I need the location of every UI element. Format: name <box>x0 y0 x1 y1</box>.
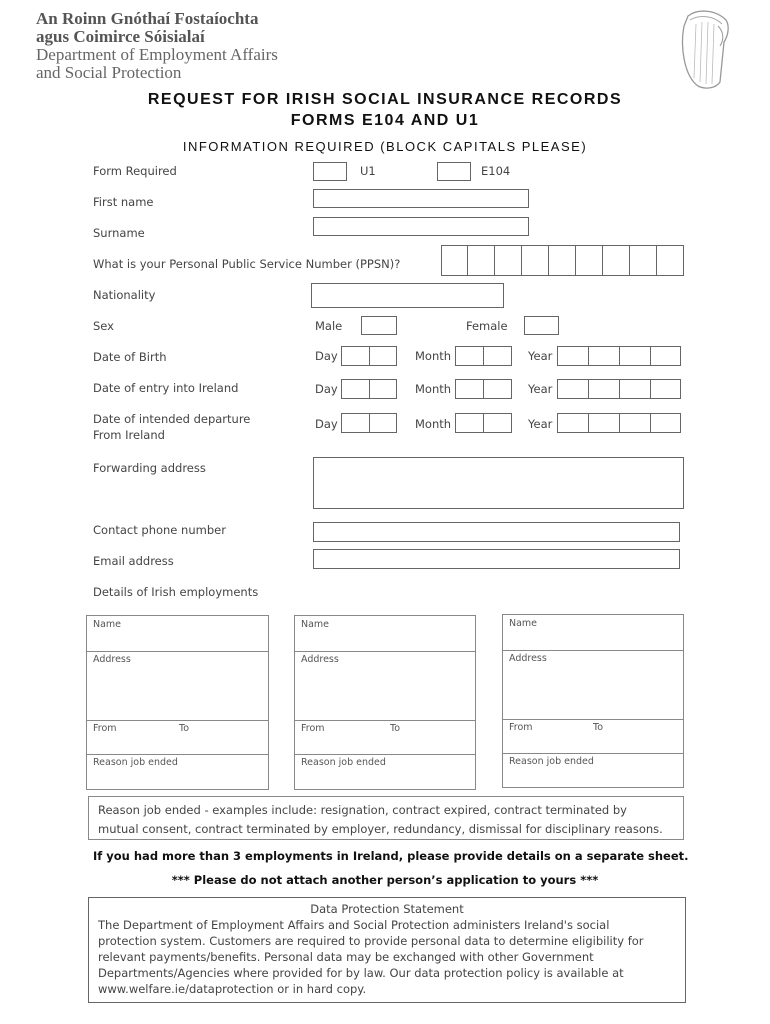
employment-to-label: To <box>390 723 401 734</box>
entry-year-input[interactable] <box>557 379 681 399</box>
forwarding-address-input[interactable] <box>313 457 684 509</box>
employment-address-label: Address <box>93 654 131 665</box>
departure-year-cell[interactable] <box>650 413 681 433</box>
departure-day-cell[interactable] <box>369 413 397 433</box>
header-irish-line2: agus Coimirce Sóisialaí <box>36 27 205 46</box>
entry-day-label: Day <box>315 382 338 396</box>
form-subtitle: INFORMATION REQUIRED (BLOCK CAPITALS PLEASE) <box>182 139 588 154</box>
nationality-label: Nationality <box>93 288 156 302</box>
employment-reason-label: Reason job ended <box>509 756 594 767</box>
departure-year-cell[interactable] <box>557 413 589 433</box>
header-english-line1: Department of Employment Affairs <box>36 45 278 64</box>
departure-day-input[interactable] <box>341 413 397 433</box>
data-protection-line2: protection system. Customers are required to provide personal data to determine eligibility for <box>98 934 644 948</box>
employment-name-label: Name <box>301 619 330 630</box>
surname-input[interactable] <box>313 217 529 236</box>
entry-month-cell[interactable] <box>483 379 512 399</box>
phone-input[interactable] <box>313 522 680 542</box>
data-protection-line4: Departments/Agencies where provided for by law. Our data protection policy is available at <box>98 966 624 980</box>
departure-month-cell[interactable] <box>455 413 484 433</box>
header-english-line2: and Social Protection <box>36 63 182 82</box>
data-protection-line3: relevant payments/benefits. Personal data may be exchanged with other Government <box>98 950 594 964</box>
employment-from-label: From <box>93 723 117 734</box>
phone-label: Contact phone number <box>93 523 226 537</box>
harp-logo-icon <box>676 6 734 92</box>
email-label: Email address <box>93 554 174 568</box>
departure-year-cell[interactable] <box>588 413 620 433</box>
male-checkbox[interactable] <box>361 316 397 335</box>
dob-year-cell[interactable] <box>619 346 651 366</box>
dob-year-cell[interactable] <box>557 346 589 366</box>
data-protection-line1: The Department of Employment Affairs and Social Protection administers Ireland's social <box>98 918 610 932</box>
departure-year-cell[interactable] <box>619 413 651 433</box>
reason-examples-line1: Reason job ended - examples include: resignation, contract expired, contract terminated by <box>98 803 627 817</box>
employments-label: Details of Irish employments <box>93 585 259 599</box>
dob-month-cell[interactable] <box>483 346 512 366</box>
entry-year-label: Year <box>528 382 553 396</box>
dob-month-input[interactable] <box>455 346 512 366</box>
departure-year-label: Year <box>528 417 553 431</box>
dob-day-input[interactable] <box>341 346 397 366</box>
ppsn-cell[interactable] <box>656 245 684 276</box>
entry-year-cell[interactable] <box>619 379 651 399</box>
employment-address-label: Address <box>301 654 339 665</box>
reason-examples-line2: mutual consent, contract terminated by employer, redundancy, dismissal for disciplinary reasons. <box>98 822 663 836</box>
dob-day-cell[interactable] <box>341 346 370 366</box>
entry-day-input[interactable] <box>341 379 397 399</box>
departure-month-label: Month <box>415 417 452 431</box>
data-protection-box <box>88 897 686 1003</box>
ppsn-cell[interactable] <box>521 245 549 276</box>
employment-to-label: To <box>593 722 604 733</box>
entry-year-cell[interactable] <box>650 379 681 399</box>
forwarding-address-label: Forwarding address <box>93 461 206 475</box>
employment-from-label: From <box>509 722 533 733</box>
more-employments-note: If you had more than 3 employments in Ireland, please provide details on a separate sheet. <box>93 849 689 863</box>
employment-name-label: Name <box>93 619 122 630</box>
female-label: Female <box>466 319 508 333</box>
departure-day-cell[interactable] <box>341 413 370 433</box>
departure-date-label: Date of intended departure <box>93 412 251 426</box>
header-irish-line1: An Roinn Gnóthaí Fostaíochta <box>36 9 259 28</box>
surname-label: Surname <box>93 226 145 240</box>
dob-year-cell[interactable] <box>588 346 620 366</box>
ppsn-cell[interactable] <box>602 245 630 276</box>
departure-day-label: Day <box>315 417 338 431</box>
employment-to-label: To <box>179 723 190 734</box>
ppsn-cell[interactable] <box>629 245 657 276</box>
do-not-attach-note: *** Please do not attach another person’s application to yours *** <box>171 873 599 887</box>
entry-date-label: Date of entry into Ireland <box>93 381 239 395</box>
data-protection-title: Data Protection Statement <box>310 902 464 916</box>
dob-year-input[interactable] <box>557 346 681 366</box>
employment-address-label: Address <box>509 653 547 664</box>
first-name-label: First name <box>93 195 154 209</box>
ppsn-cell[interactable] <box>575 245 603 276</box>
ppsn-input[interactable] <box>441 245 684 276</box>
form-title-line2: FORMS E104 AND U1 <box>290 112 480 129</box>
entry-year-cell[interactable] <box>588 379 620 399</box>
e104-label: E104 <box>481 164 511 178</box>
form-required-label: Form Required <box>93 164 177 178</box>
dob-label: Date of Birth <box>93 350 167 364</box>
employment-reason-label: Reason job ended <box>301 757 386 768</box>
ppsn-cell[interactable] <box>467 245 495 276</box>
male-label: Male <box>315 319 343 333</box>
entry-year-cell[interactable] <box>557 379 589 399</box>
ppsn-cell[interactable] <box>494 245 522 276</box>
departure-month-cell[interactable] <box>483 413 512 433</box>
u1-label: U1 <box>360 164 376 178</box>
u1-checkbox[interactable] <box>313 162 347 181</box>
dob-year-cell[interactable] <box>650 346 681 366</box>
entry-day-cell[interactable] <box>369 379 397 399</box>
sex-label: Sex <box>93 319 114 333</box>
entry-day-cell[interactable] <box>341 379 370 399</box>
first-name-input[interactable] <box>313 189 529 208</box>
employment-name-label: Name <box>509 618 538 629</box>
departure-year-input[interactable] <box>557 413 681 433</box>
nationality-input[interactable] <box>311 283 504 308</box>
departure-date-label-line2: From Ireland <box>93 428 165 442</box>
dob-year-label: Year <box>528 349 553 363</box>
employment-block-3 <box>502 614 684 788</box>
dob-month-cell[interactable] <box>455 346 484 366</box>
data-protection-line5: www.welfare.ie/dataprotection or in hard copy. <box>98 982 367 996</box>
employment-from-label: From <box>301 723 325 734</box>
e104-checkbox[interactable] <box>437 162 471 181</box>
dob-day-cell[interactable] <box>369 346 397 366</box>
departure-month-input[interactable] <box>455 413 512 433</box>
entry-month-cell[interactable] <box>455 379 484 399</box>
ppsn-cell[interactable] <box>548 245 576 276</box>
form-title: REQUEST FOR IRISH SOCIAL INSURANCE RECORDS <box>147 91 623 108</box>
dob-day-label: Day <box>315 349 338 363</box>
entry-month-label: Month <box>415 382 452 396</box>
ppsn-cell[interactable] <box>441 245 468 276</box>
employment-block-1 <box>86 615 269 790</box>
dob-month-label: Month <box>415 349 452 363</box>
employment-reason-label: Reason job ended <box>93 757 178 768</box>
entry-month-input[interactable] <box>455 379 512 399</box>
female-checkbox[interactable] <box>524 316 559 335</box>
email-input[interactable] <box>313 549 680 569</box>
reason-examples-note <box>88 796 684 840</box>
ppsn-label: What is your Personal Public Service Number (PPSN)? <box>93 257 401 271</box>
employment-block-2 <box>294 615 476 790</box>
